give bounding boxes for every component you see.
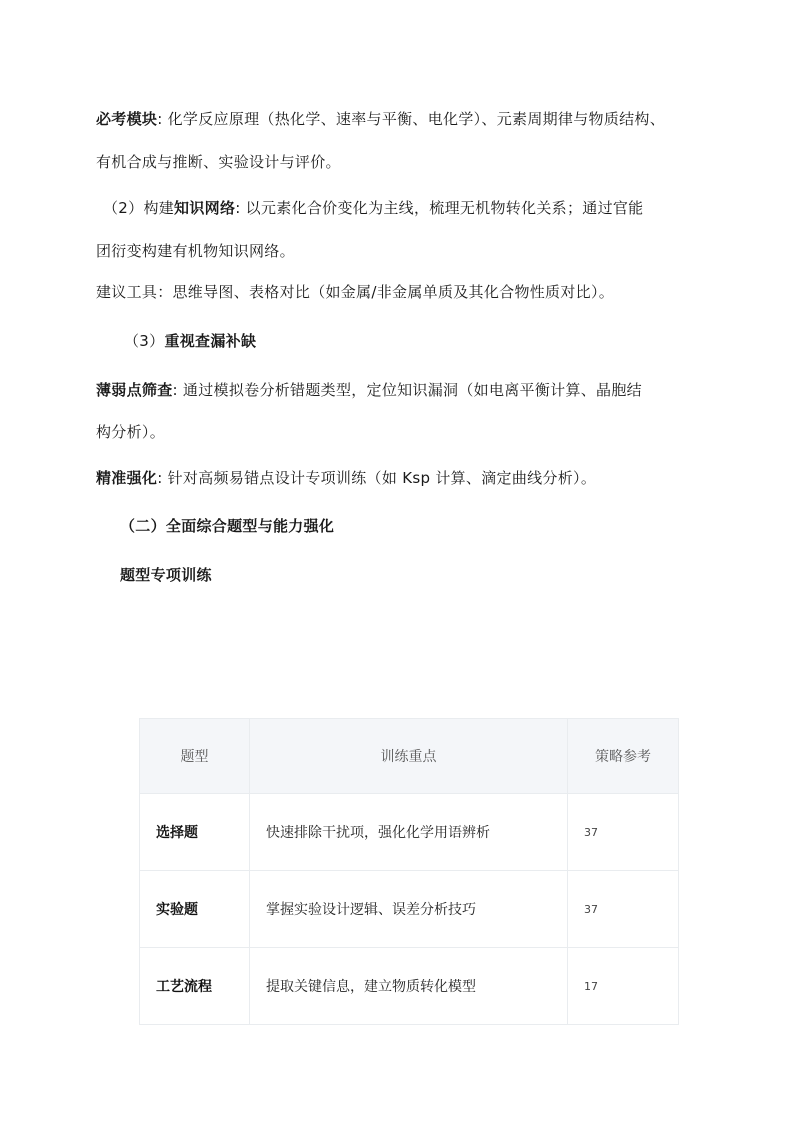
tools-text: 建议工具：思维导图、表格对比（如金属/非金属单质及其化合物性质对比）。 <box>96 283 615 301</box>
knowledge-network-prefix: （2）构建 <box>103 199 175 217</box>
required-modules-text: : 化学反应原理（热化学、速率与平衡、电化学）、元素周期律与物质结构、 <box>157 110 666 128</box>
row-focus: 掌握实验设计逻辑、误差分析技巧 <box>250 871 568 948</box>
table-row <box>140 948 679 1025</box>
paragraph-knowledge-network <box>103 198 643 218</box>
weak-points-label: 薄弱点筛查 <box>96 381 173 399</box>
question-type-table <box>139 718 679 1025</box>
table-header-focus: 训练重点 <box>250 719 568 794</box>
heading-gap-filling <box>124 331 256 351</box>
knowledge-network-text: : 以元素化合价变化为主线，梳理无机物转化关系；通过官能 <box>235 199 644 217</box>
subsection-heading: 题型专项训练 <box>120 566 212 584</box>
precise-reinforcement-label: 精准强化 <box>96 469 158 487</box>
weak-points-text-cont: 构分析）。 <box>96 423 166 441</box>
row-type: 工艺流程 <box>140 948 250 1025</box>
knowledge-network-label: 知识网络 <box>174 199 236 217</box>
row-strategy: 17 <box>568 948 679 1025</box>
paragraph-precise-reinforcement <box>96 468 596 488</box>
paragraph-tools <box>96 282 614 302</box>
row-strategy: 37 <box>568 794 679 871</box>
weak-points-text: : 通过模拟卷分析错题类型，定位知识漏洞（如电离平衡计算、晶胞结 <box>172 381 642 399</box>
row-focus: 提取关键信息，建立物质转化模型 <box>250 948 568 1025</box>
paragraph-weak-points <box>96 380 642 400</box>
paragraph-weak-points-cont <box>96 422 165 442</box>
row-type: 选择题 <box>140 794 250 871</box>
table-header-row <box>140 719 679 794</box>
table-header-type: 题型 <box>140 719 250 794</box>
row-focus: 快速排除干扰项，强化化学用语辨析 <box>250 794 568 871</box>
gap-filling-prefix: （3） <box>124 332 165 350</box>
gap-filling-label: 重视查漏补缺 <box>164 332 257 350</box>
paragraph-required-modules-cont <box>96 152 341 172</box>
row-type: 实验题 <box>140 871 250 948</box>
row-strategy: 37 <box>568 871 679 948</box>
paragraph-knowledge-network-cont <box>96 241 295 261</box>
knowledge-network-text-cont: 团衍变构建有机物知识网络。 <box>96 242 295 260</box>
section-heading: （二）全面综合题型与能力强化 <box>120 517 335 535</box>
paragraph-required-modules <box>96 109 665 129</box>
table-header-strategy: 策略参考 <box>568 719 679 794</box>
table-row <box>140 794 679 871</box>
precise-reinforcement-text: : 针对高频易错点设计专项训练（如 Ksp 计算、滴定曲线分析）。 <box>157 469 597 487</box>
required-modules-text-cont: 有机合成与推断、实验设计与评价。 <box>96 153 341 171</box>
required-modules-label: 必考模块 <box>96 110 158 128</box>
table-row <box>140 871 679 948</box>
